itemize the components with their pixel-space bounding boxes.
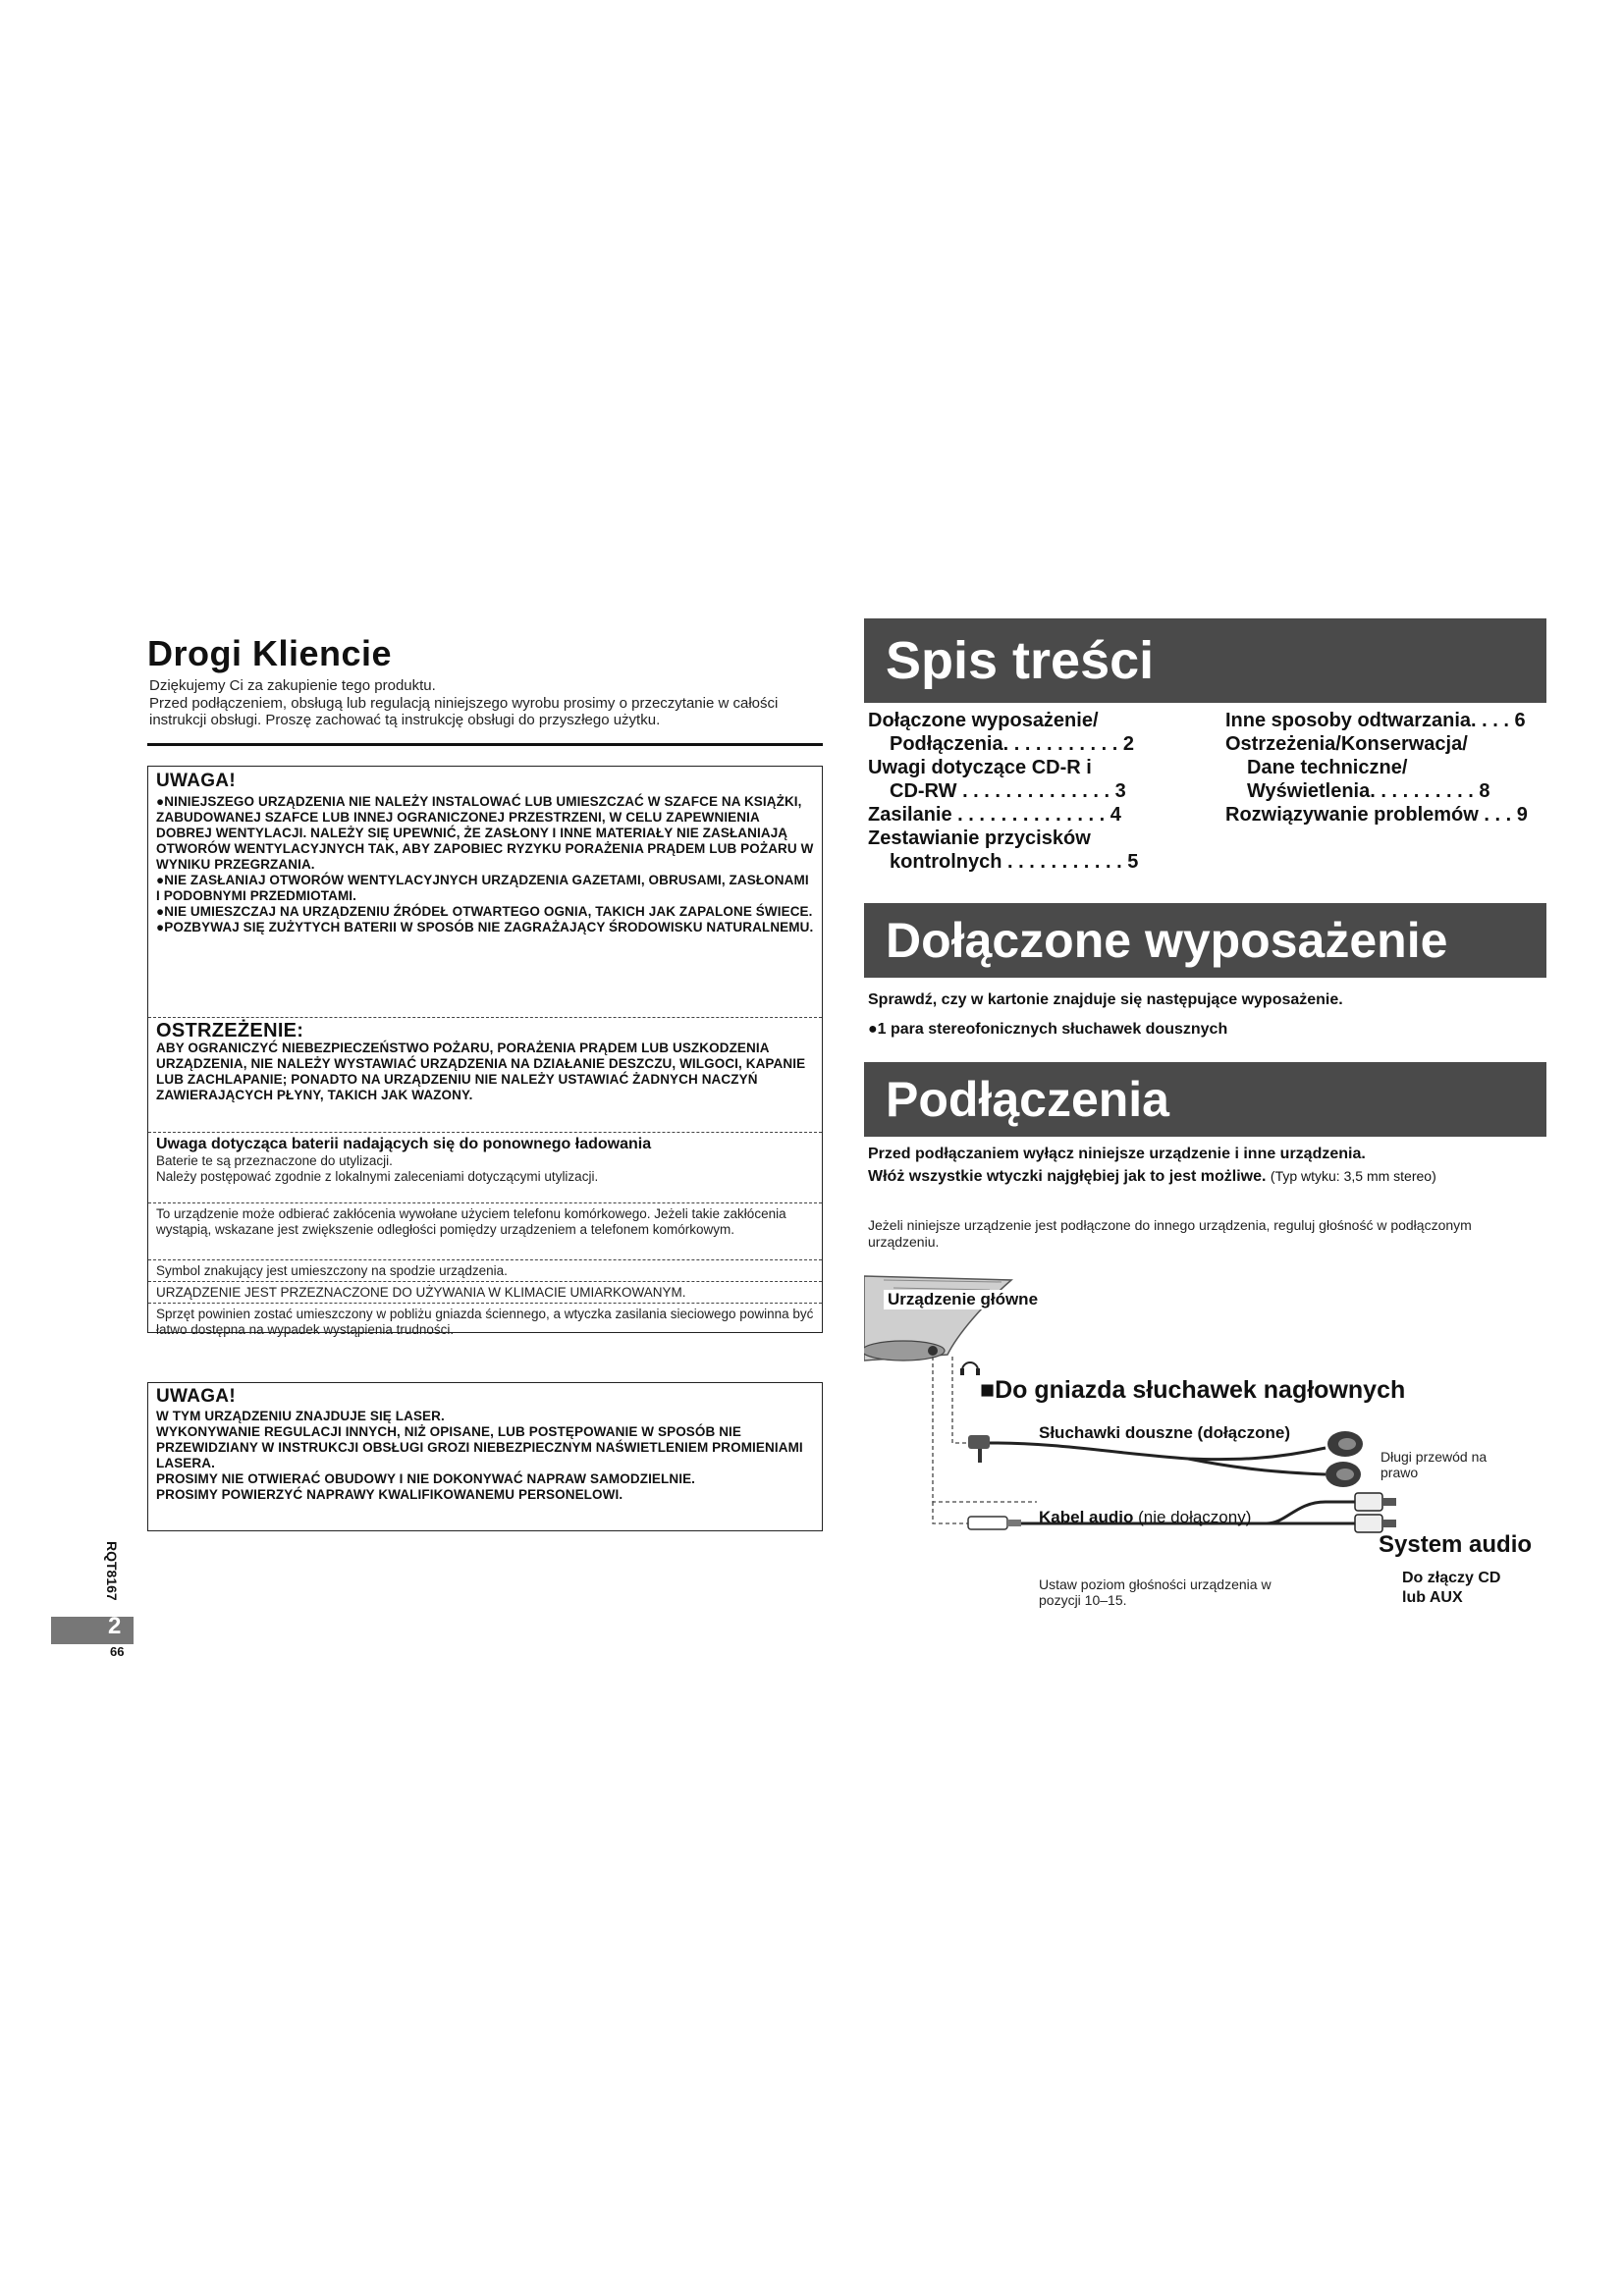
toc-entry[interactable]: Inne sposoby odtwarzania. . . . 6 (1225, 710, 1526, 731)
connections-banner: Podłączenia (864, 1062, 1546, 1137)
symbol-note (148, 1259, 822, 1279)
cd-aux-input-label: Do złączy CD lub AUX (1402, 1570, 1501, 1606)
warning-title: UWAGA! (156, 771, 236, 791)
laser-title: UWAGA! (156, 1386, 236, 1407)
safety-warning-box (147, 766, 823, 1337)
toc-entry[interactable]: Uwagi dotyczące CD-R i (868, 757, 1092, 778)
climate-note-text: URZĄDZENIE JEST PRZEZNACZONE DO UŻYWANIA W KLIMACIE UMIARKOWANYM. (156, 1285, 686, 1300)
warning-section (148, 771, 822, 935)
rca-plug-icon (1355, 1493, 1396, 1511)
laser-line: WYKONYWANIE REGULACJI INNYCH, NIŻ OPISANE, LUB POSTĘPOWANIE W SPOSÓB NIE PRZEWIDZIANY W INSTRUKCJI OBSŁUGI GROZI NIEBEZPIECZNYM NAŚWIETLENIEM PROMIENIAMI LASERA. (156, 1424, 803, 1470)
laser-line: PROSIMY NIE OTWIERAĆ OBUDOWY I NIE DOKONYWAĆ NAPRAW SAMODZIELNIE. (156, 1471, 696, 1486)
audio-cable-plug (968, 1517, 1021, 1529)
laser-line: PROSIMY POWIERZYĆ NAPRAWY KWALIFIKOWANEMU PERSONELOWI. (156, 1487, 623, 1502)
toc-entry[interactable]: Zestawianie przycisków (868, 828, 1091, 849)
model-code: RQT8167 (104, 1541, 120, 1601)
connection-diagram (864, 1266, 1551, 1620)
audio-cable-name: Kabel audio (1039, 1508, 1134, 1526)
toc-left-column (868, 709, 1138, 874)
socket-note-text: Sprzęt powinien zostać umieszczony w pobliżu gniazda ściennego, a wtyczka zasilania sieciowego powinna być łatwo dostępna na wypadek wystąpienia trudności. (156, 1307, 814, 1337)
connections-instruction-plugs (868, 1168, 1436, 1186)
main-unit-label: Urządzenie główne (884, 1290, 1042, 1309)
earbud-icon (1327, 1431, 1363, 1457)
warning-bullet: ●NINIEJSZEGO URZĄDZENIA NIE NALEŻY INSTALOWAĆ LUB UMIESZCZAĆ W SZAFCE NA KSIĄŻKI, ZABUDOWANEJ SZAFCE LUB INNEJ OGRANICZONEJ PRZESTRZENI, W CELU ZAPEWNIENIA DOBREJ WENTYLACJI. NALEŻY SIĘ UPEWNIĆ, ŻE ZASŁONY I INNE MATERIAŁY NIE ZASŁANIAJĄ OTWORÓW WENTYLACYJNYCH TAK, ABY ZAPOBIEC RYZYKU PORAŻENIA PRĄDEM LUB POŻARU W WYNIKU PRZEGRZANIA. (156, 794, 814, 872)
earbud-icon (1326, 1462, 1361, 1487)
phone-note-text: To urządzenie może odbierać zakłócenia wywołane użyciem telefonu komórkowego. Jeżeli takie zakłócenia wystąpią, wskazane jest zwiększenie odległości pomiędzy urządzeniem a telefonem komórkowym. (156, 1206, 786, 1237)
page-tab (51, 1617, 134, 1644)
page-number-secondary: 66 (110, 1644, 125, 1659)
warning-bullet: ●NIE ZASŁANIAJ OTWORÓW WENTYLACYJNYCH URZĄDZENIA GAZETAMI, OBRUSAMI, ZASŁONAMI I PODOBNYMI PRZEDMIOTAMI. (156, 873, 809, 903)
caution-section (148, 1017, 822, 1103)
accessories-item: ●1 para stereofonicznych słuchawek dousznych (868, 1021, 1228, 1038)
toc-entry[interactable]: Dane techniczne/ (1247, 757, 1408, 778)
toc-entry[interactable]: kontrolnych . . . . . . . . . . . 5 (890, 851, 1139, 873)
battery-line: Należy postępować zgodnie z lokalnymi zaleceniami dotyczącymi utylizacji. (156, 1169, 599, 1184)
intro-instructions: Przed podłączeniem, obsługą lub regulacją niniejszego wyrobu prosimy o przeczytanie w całości instrukcji obsługi. Proszę zachować tą instrukcję obsługi do przyszłego użytku. (149, 695, 779, 728)
earphone-plug (968, 1435, 990, 1463)
toc-entry[interactable]: Ostrzeżenia/Konserwacja/ (1225, 733, 1468, 755)
plug-type-note: (Typ wtyku: 3,5 mm stereo) (1270, 1168, 1436, 1184)
connections-volume-note: Jeżeli niniejsze urządzenie jest podłączone do innego urządzenia, reguluj głośność w podłączonym urządzeniu. (868, 1217, 1472, 1250)
caution-title: OSTRZEŻENIE: (156, 1020, 304, 1041)
volume-setting-note: Ustaw poziom głośności urządzenia w pozycji 10–15. (1039, 1576, 1272, 1608)
laser-line: W TYM URZĄDZENIU ZNAJDUJE SIĘ LASER. (156, 1409, 445, 1423)
headphone-jack-heading: ■Do gniazda słuchawek nagłownych (980, 1376, 1406, 1404)
toc-entry[interactable]: Wyświetlenia. . . . . . . . . . 8 (1247, 780, 1490, 802)
long-cord-label: Długi przewód na prawo (1380, 1449, 1488, 1480)
accessories-banner: Dołączone wyposażenie (864, 903, 1546, 978)
intro-title: Drogi Kliencie (147, 633, 393, 673)
toc-entry[interactable]: Podłączenia. . . . . . . . . . . 2 (890, 733, 1134, 755)
audio-cable-note: (nie dołączony) (1138, 1508, 1252, 1526)
audio-system-label: System audio (1379, 1531, 1533, 1558)
socket-note (148, 1303, 822, 1338)
accessories-intro: Sprawdź, czy w kartonie znajduje się następujące wyposażenie. (868, 991, 1343, 1008)
toc-entry[interactable]: Rozwiązywanie problemów . . . 9 (1225, 804, 1528, 826)
plugs-text: Włóż wszystkie wtyczki najgłębiej jak to jest możliwe. (868, 1168, 1267, 1185)
caution-text: ABY OGRANICZYĆ NIEBEZPIECZEŃSTWO POŻARU, PORAŻENIA PRĄDEM LUB USZKODZENIA URZĄDZENIA, NIE NALEŻY WYSTAWIAĆ URZĄDZENIA NA DZIAŁANIE DESZCZU, WILGOCI, KAPANIE LUB ZACHLAPANIE; PONADTO NA URZĄDZENIU NIE NALEŻY USTAWIAĆ ŻADNYCH NACZYŃ ZAWIERAJĄCYCH PŁYNY, TAKICH JAK WAZONY. (156, 1041, 806, 1102)
page-number: 2 (108, 1613, 122, 1639)
symbol-note-text: Symbol znakujący jest umieszczony na spodzie urządzenia. (156, 1263, 508, 1278)
climate-note (148, 1281, 822, 1301)
rca-plug-icon (1355, 1515, 1396, 1532)
toc-banner: Spis treści (864, 618, 1546, 703)
audio-cable-label (1039, 1508, 1251, 1527)
battery-title: Uwaga dotycząca baterii nadających się do ponownego ładowania (156, 1136, 652, 1152)
divider (147, 743, 823, 746)
main-unit-illustration (864, 1276, 1011, 1361)
toc-entry[interactable]: CD-RW . . . . . . . . . . . . . . 3 (890, 780, 1126, 802)
headphone-icon (960, 1362, 980, 1375)
battery-section (148, 1132, 822, 1185)
warning-bullet: ●POZBYWAJ SIĘ ZUŻYTYCH BATERII W SPOSÓB NIE ZAGRAŻAJĄCY ŚRODOWISKU NATURALNEMU. (156, 920, 814, 934)
intro-thanks: Dziękujemy Ci za zakupienie tego produktu. (149, 677, 436, 694)
laser-warning-box (147, 1382, 823, 1531)
warning-bullet: ●NIE UMIESZCZAJ NA URZĄDZENIU ŹRÓDEŁ OTWARTEGO OGNIA, TAKICH JAK ZAPALONE ŚWIECE. (156, 904, 813, 919)
phone-note (148, 1202, 822, 1238)
toc-right-column (1225, 709, 1528, 827)
battery-line: Baterie te są przeznaczone do utylizacji. (156, 1153, 393, 1168)
connections-instruction: Przed podłączaniem wyłącz niniejsze urządzenie i inne urządzenia. (868, 1146, 1366, 1162)
earphones-label: Słuchawki douszne (dołączone) (1039, 1423, 1290, 1442)
diagram-drawing (864, 1266, 1551, 1620)
toc-entry[interactable]: Zasilanie . . . . . . . . . . . . . . 4 (868, 804, 1121, 826)
toc-entry[interactable]: Dołączone wyposażenie/ (868, 710, 1099, 731)
